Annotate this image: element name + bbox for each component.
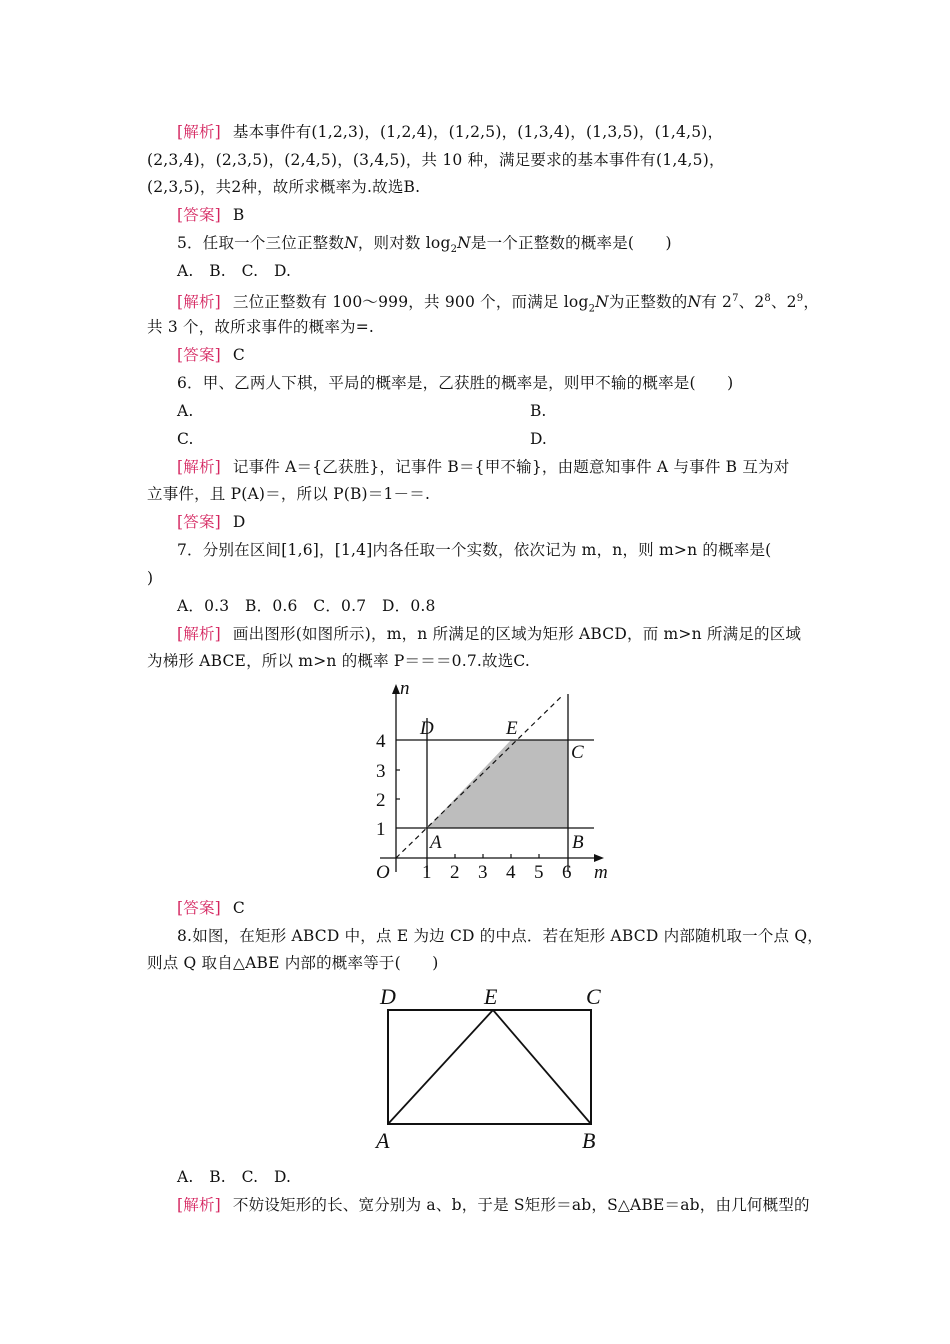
q6-stem: 6．甲、乙两人下棋，平局的概率是，乙获胜的概率是，则甲不输的概率是( ) (177, 374, 734, 392)
y-tick-label: 1 (376, 819, 386, 840)
shaded-trapezoid-abce (427, 740, 568, 828)
q5-exponent: 9 (796, 293, 804, 304)
q5-exponent: 8 (764, 293, 771, 304)
x-tick-label: 1 (422, 862, 432, 883)
q6-analysis-text: 记事件 A＝{乙获胜}，记事件 B＝{甲不输}，由题意知事件 A 与事件 B 互为对 (232, 458, 790, 476)
q5-log-base: 2 (450, 244, 458, 256)
q5-log-base: 2 (588, 303, 596, 315)
q5-analysis-part: 三位正整数有 100～999，共 900 个，而满足 log (232, 293, 589, 312)
q6-answer: D (232, 513, 246, 531)
analysis-tag: [解析] (177, 123, 221, 141)
q6-analysis-line-1 (177, 457, 812, 477)
point-b-label: B (572, 832, 584, 853)
analysis-tag: [解析] (177, 1196, 221, 1214)
q7-answer-line (177, 898, 812, 918)
q5-analysis-part: 、2 (738, 293, 765, 312)
analysis-tag: [解析] (177, 458, 221, 476)
x-tick-label: 4 (506, 862, 516, 883)
answer-tag: [答案] (177, 513, 221, 531)
label-b: B (582, 1128, 596, 1153)
point-a-label: A (430, 832, 442, 853)
origin-label: O (376, 862, 390, 883)
q4-answer: B (232, 206, 245, 224)
label-a: A (376, 1128, 390, 1153)
q5-var: N (595, 293, 609, 312)
q5-analysis-part: 有 2 (701, 293, 733, 312)
q5-answer: C (232, 346, 245, 364)
q7-options: A．0.3 B．0.6 C．0.7 D．0.8 (177, 597, 436, 615)
q8-stem-line-2: 则点 Q 取自△ABE 内部的概率等于( ) (147, 954, 439, 972)
y-tick-label: 4 (376, 731, 386, 752)
x-axis-label: m (594, 862, 608, 883)
rectangle-triangle-figure (372, 982, 612, 1154)
segment-be (493, 1010, 591, 1124)
q8-options: A. B. C. D. (177, 1168, 292, 1186)
q8-analysis-line-1 (177, 1195, 812, 1215)
y-axis-label: n (400, 678, 410, 699)
q4-analysis-line-3: (2,3,5)，共2种，故所求概率为.故选B. (147, 178, 421, 196)
x-tick-label: 3 (478, 862, 488, 883)
point-e-label: E (506, 718, 518, 739)
q6-option-c: C. (177, 430, 194, 448)
point-c-label: C (571, 742, 584, 763)
q5-stem (177, 233, 812, 260)
q7-answer: C (232, 899, 245, 917)
q5-var: N (457, 234, 471, 252)
q4-analysis-text-1: 基本事件有(1,2,3)，(1,2,4)，(1,2,5)，(1,3,4)，(1,3,5)，(1,4,5)， (232, 123, 724, 141)
q4-analysis-line-1 (177, 122, 812, 142)
q6-option-a: A. (177, 402, 194, 420)
answer-tag: [答案] (177, 346, 221, 364)
label-c: C (586, 984, 601, 1009)
q5-var: N (687, 293, 702, 312)
q5-analysis-part: ， (803, 293, 820, 312)
q5-analysis-line-2: 共 3 个，故所求事件的概率为=. (147, 318, 375, 336)
segment-ae (388, 1010, 493, 1124)
q6-analysis-line-2: 立事件，且 P(A)＝，所以 P(B)＝1－＝. (147, 485, 431, 503)
analysis-tag: [解析] (177, 625, 221, 643)
q6-option-d: D. (530, 430, 547, 448)
q7-stem-line-2: ) (147, 569, 154, 587)
q7-analysis-line-1 (177, 624, 812, 644)
q4-answer-line (177, 205, 812, 225)
x-tick-label: 6 (562, 862, 572, 883)
q8-analysis-text: 不妨设矩形的长、宽分别为 a、b，于是 S矩形＝ab，S△ABE＝ab，由几何概型的 (232, 1196, 810, 1214)
q6-option-b: B. (530, 402, 547, 420)
q5-var: N (344, 234, 358, 252)
y-axis-arrow-icon (392, 684, 400, 694)
answer-tag: [答案] (177, 899, 221, 917)
q4-analysis-line-2: (2,3,4)，(2,3,5)，(2,4,5)，(3,4,5)，共 10 种，满足要求的基本事件有(1,4,5)， (147, 151, 725, 169)
q5-answer-line (177, 345, 812, 365)
x-axis-arrow-icon (594, 854, 604, 862)
q5-analysis-part: 、2 (770, 293, 797, 312)
q5-stem-part: 是一个正整数的概率是( ) (470, 234, 672, 252)
q7-analysis-text: 画出图形(如图所示)，m，n 所满足的区域为矩形 ABCD，而 m>n 所满足的区域 (232, 625, 802, 643)
q5-exponent: 7 (732, 293, 739, 304)
q6-answer-line (177, 512, 812, 532)
y-tick-label: 2 (376, 790, 386, 811)
probability-region-figure (360, 678, 620, 888)
q5-stem-part: ，则对数 log (357, 234, 451, 252)
q8-stem-line-1: 8.如图，在矩形 ABCD 中，点 E 为边 CD 的中点．若在矩形 ABCD 内部随机取一个点 Q， (177, 927, 823, 945)
y-tick-label: 3 (376, 761, 386, 782)
x-tick-label: 2 (450, 862, 460, 883)
label-d: D (380, 984, 396, 1009)
analysis-tag: [解析] (177, 293, 221, 312)
x-tick-label: 5 (534, 862, 544, 883)
rectangle-abcd (388, 1010, 591, 1124)
q5-stem-part: 5．任取一个三位正整数 (177, 234, 345, 252)
q5-options: A. B. C. D. (177, 262, 292, 280)
q5-analysis-line-1 (177, 289, 820, 319)
q7-analysis-line-2: 为梯形 ABCE，所以 m>n 的概率 P＝＝＝0.7.故选C. (147, 652, 531, 670)
q7-stem-line-1: 7．分别在区间[1,6]，[1,4]内各任取一个实数，依次记为 m，n，则 m>n 的概率是( (177, 541, 772, 559)
q5-analysis-part: 为正整数的 (608, 293, 688, 312)
point-d-label: D (420, 718, 434, 739)
answer-tag: [答案] (177, 206, 221, 224)
label-e: E (484, 984, 498, 1009)
